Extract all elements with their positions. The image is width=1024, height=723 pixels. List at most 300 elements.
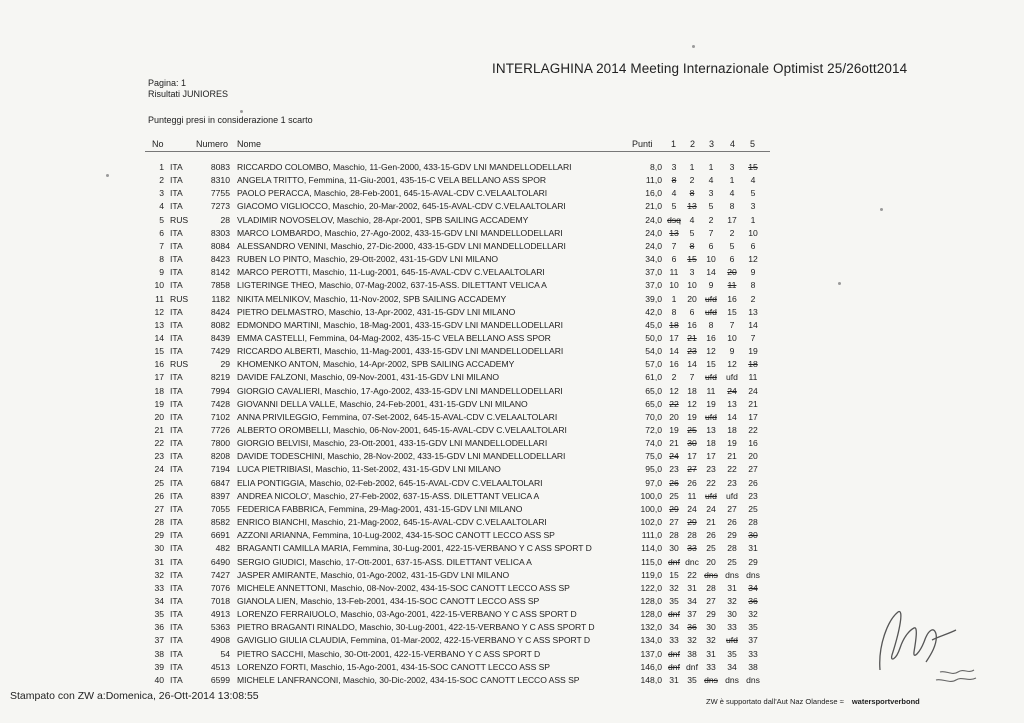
table-row: [0, 451, 1024, 462]
race-5-score: 8: [750, 280, 756, 291]
row-points: 100,0: [640, 503, 662, 514]
row-points: 37,0: [645, 267, 662, 278]
row-sail-number: 7994: [210, 385, 230, 396]
row-points: 102,0: [640, 517, 662, 528]
row-sail-number: 6490: [210, 556, 230, 567]
race-1-score: 17: [669, 332, 679, 343]
row-points: 122,0: [640, 582, 662, 593]
header-divider: [145, 151, 770, 152]
race-3-score: 27: [706, 595, 716, 606]
row-points: 8,0: [650, 162, 662, 172]
row-sailor-name: RUBEN LO PINTO, Maschio, 29-Ott-2002, 431-15-GDV LNI MILANO: [237, 254, 499, 265]
row-sailor-name: LUCA PIETRIBIASI, Maschio, 11-Set-2002, 431-15-GDV LNI MILANO: [237, 464, 501, 475]
row-points: 119,0: [641, 569, 662, 580]
race-2-score: 5: [689, 227, 695, 238]
results-label: Risultati JUNIORES: [148, 89, 229, 99]
race-3-score: 20: [706, 556, 716, 567]
row-nation: ITA: [170, 477, 183, 488]
brand-name: watersportverbond: [851, 697, 920, 706]
row-nation: ITA: [170, 595, 183, 606]
race-4-score: 22: [727, 464, 737, 475]
row-sailor-name: DAVIDE TODESCHINI, Maschio, 28-Nov-2002, 433-15-GDV LNI MANDELLODELLARI: [237, 451, 566, 462]
race-3-score: ufd: [705, 372, 717, 383]
row-sail-number: 8397: [210, 490, 230, 501]
row-nation: ITA: [170, 372, 183, 383]
row-sail-number: 8303: [210, 227, 230, 238]
race-5-score: 36: [748, 595, 758, 606]
row-points: 39,0: [645, 293, 662, 304]
row-sailor-name: MARCO LOMBARDO, Maschio, 27-Ago-2002, 433-15-GDV LNI MANDELLODELLARI: [237, 227, 563, 238]
race-5-score: 27: [748, 464, 758, 475]
signature-image: [870, 600, 980, 695]
race-5-score: 37: [748, 635, 758, 646]
row-sail-number: 7018: [210, 595, 230, 606]
row-sail-number: 7273: [210, 201, 230, 212]
row-sailor-name: ANGELA TRITTO, Femmina, 11-Giu-2001, 435-15-C VELA BELLANO ASS SPOR: [237, 175, 547, 186]
row-nation: ITA: [170, 411, 183, 422]
row-number: 5: [159, 214, 164, 225]
table-row: [0, 399, 1024, 410]
race-4-score: 27: [727, 503, 737, 514]
race-1-score: 13: [669, 227, 679, 238]
race-2-score: 11: [687, 490, 697, 501]
row-number: 9: [159, 267, 164, 278]
row-sail-number: 7726: [210, 425, 230, 435]
race-5-score: 12: [748, 254, 758, 265]
race-2-score: dnc: [685, 556, 699, 567]
race-1-score: 25: [669, 490, 679, 501]
race-3-score: 31: [706, 648, 716, 659]
row-sail-number: 8310: [210, 175, 230, 186]
race-2-score: 8: [689, 188, 695, 199]
race-2-score: 25: [687, 425, 697, 435]
race-2-score: 26: [687, 477, 697, 488]
header-race-3: 3: [709, 139, 715, 149]
row-number: 30: [154, 543, 164, 554]
race-3-score: 32: [706, 635, 716, 646]
race-4-score: 13: [727, 398, 737, 409]
race-3-score: 4: [708, 175, 714, 186]
row-sail-number: 28: [220, 214, 230, 225]
scan-speck: [692, 45, 695, 48]
row-sailor-name: PIETRO DELMASTRO, Maschio, 13-Apr-2002, 431-15-GDV LNI MILANO: [237, 306, 516, 317]
race-1-score: dnf: [668, 556, 680, 567]
row-sailor-name: ELIA PONTIGGIA, Maschio, 02-Feb-2002, 645-15-AVAL-CDV C.VELAALTOLARI: [237, 477, 543, 488]
race-1-score: 3: [671, 162, 677, 172]
race-3-score: 26: [706, 530, 716, 541]
race-2-score: 22: [687, 569, 697, 580]
row-sailor-name: ANNA PRIVILEGGIO, Femmina, 07-Set-2002, 645-15-AVAL-CDV C.VELAALTOLARI: [237, 411, 558, 422]
race-5-score: 32: [748, 609, 758, 620]
row-sailor-name: MARCO PEROTTI, Maschio, 11-Lug-2001, 645-15-AVAL-CDV C.VELAALTOLARI: [237, 267, 545, 278]
row-nation: ITA: [170, 438, 183, 449]
race-2-score: 15: [687, 254, 697, 265]
race-3-score: dns: [704, 569, 718, 580]
row-sailor-name: MICHELE ANNETTONI, Maschio, 08-Nov-2002, 434-15-SOC CANOTT LECCO ASS SP: [237, 582, 570, 593]
race-1-score: 31: [669, 674, 679, 685]
row-nation: ITA: [170, 569, 183, 580]
row-nation: ITA: [170, 517, 183, 528]
row-points: 11,0: [645, 175, 662, 186]
row-sail-number: 6847: [210, 477, 230, 488]
row-sail-number: 7102: [210, 411, 230, 422]
row-number: 2: [159, 175, 164, 186]
race-5-score: 4: [750, 175, 756, 186]
row-points: 24,0: [645, 214, 662, 225]
race-4-score: 2: [729, 227, 735, 238]
row-nation: ITA: [170, 503, 183, 514]
row-nation: ITA: [170, 622, 183, 633]
table-row: [0, 478, 1024, 489]
row-points: 148,0: [640, 674, 662, 685]
row-number: 40: [154, 674, 164, 685]
row-number: 1: [159, 162, 164, 172]
table-row: [0, 557, 1024, 568]
race-2-score: 24: [687, 503, 697, 514]
race-2-score: 13: [687, 201, 697, 212]
race-4-score: 19: [727, 438, 737, 449]
row-sailor-name: VLADIMIR NOVOSELOV, Maschio, 28-Apr-2001, SPB SAILING ACCADEMY: [237, 214, 529, 225]
race-3-score: ufd: [705, 306, 717, 317]
race-3-score: 19: [706, 398, 716, 409]
row-sail-number: 4513: [210, 661, 230, 672]
row-sail-number: 8423: [210, 254, 230, 265]
row-sail-number: 8082: [210, 319, 230, 330]
row-sailor-name: GIANOLA LIEN, Maschio, 13-Feb-2001, 434-15-SOC CANOTT LECCO ASS SP: [237, 595, 540, 606]
race-4-score: 20: [727, 267, 737, 278]
row-nation: ITA: [170, 609, 183, 620]
race-3-score: 14: [706, 267, 716, 278]
discard-note: Punteggi presi in considerazione 1 scarto: [148, 115, 313, 125]
row-points: 34,0: [645, 254, 662, 265]
support-note: [706, 697, 920, 706]
row-nation: ITA: [170, 556, 183, 567]
row-sailor-name: MICHELE LANFRANCONI, Maschio, 30-Dic-2002, 434-15-SOC CANOTT LECCO ASS SP: [237, 674, 580, 685]
race-3-score: 16: [706, 332, 716, 343]
row-points: 132,0: [640, 622, 662, 633]
row-number: 22: [154, 438, 164, 449]
row-number: 34: [154, 595, 164, 606]
row-sailor-name: ANDREA NICOLO', Maschio, 27-Feb-2002, 637-15-ASS. DILETTANT VELICA A: [237, 490, 540, 501]
row-points: 111,0: [641, 530, 662, 541]
header-race-1: 1: [671, 139, 677, 149]
race-1-score: 11: [669, 267, 679, 278]
row-number: 26: [154, 490, 164, 501]
row-sail-number: 7076: [210, 582, 230, 593]
row-points: 45,0: [645, 319, 662, 330]
race-4-score: ufd: [726, 372, 738, 383]
header-race-2: 2: [690, 139, 696, 149]
row-sail-number: 54: [220, 648, 230, 659]
row-sail-number: 8084: [210, 240, 230, 251]
race-2-score: 27: [687, 464, 697, 475]
race-3-score: ufd: [705, 411, 717, 422]
race-1-score: 4: [671, 188, 677, 199]
race-2-score: 31: [687, 582, 697, 593]
race-1-score: 26: [669, 477, 679, 488]
race-3-score: 5: [708, 201, 714, 212]
race-5-score: 2: [750, 293, 756, 304]
race-5-score: 21: [748, 398, 758, 409]
row-points: 50,0: [645, 332, 662, 343]
row-points: 37,0: [645, 280, 662, 291]
table-row: [0, 307, 1024, 318]
race-5-score: 6: [750, 240, 756, 251]
row-nation: ITA: [170, 188, 183, 199]
race-4-score: 12: [727, 359, 737, 370]
row-sailor-name: ALESSANDRO VENINI, Maschio, 27-Dic-2000, 433-15-GDV LNI MANDELLODELLARI: [237, 240, 566, 251]
race-4-score: 18: [727, 425, 737, 435]
row-points: 24,0: [645, 227, 662, 238]
table-row: [0, 359, 1024, 370]
race-5-score: 34: [748, 582, 758, 593]
race-5-score: 25: [748, 503, 758, 514]
race-1-score: 6: [671, 254, 677, 265]
row-sailor-name: PIETRO BRAGANTI RINALDO, Maschio, 30-Lug-2001, 422-15-VERBANO Y C ASS SPORT D: [237, 622, 595, 633]
row-nation: ITA: [170, 490, 183, 501]
table-row: [0, 294, 1024, 305]
race-5-score: 7: [750, 332, 756, 343]
row-points: 72,0: [645, 425, 662, 435]
race-5-score: 30: [748, 530, 758, 541]
race-3-score: 18: [706, 438, 716, 449]
row-number: 21: [154, 425, 164, 435]
row-sail-number: 7194: [210, 464, 230, 475]
row-points: 146,0: [640, 661, 662, 672]
race-3-score: 1: [708, 162, 714, 172]
race-4-score: 5: [729, 240, 735, 251]
row-nation: RUS: [170, 359, 189, 370]
scan-speck: [838, 282, 841, 285]
row-sail-number: 4913: [210, 609, 230, 620]
race-5-score: 17: [748, 411, 758, 422]
table-row: [0, 346, 1024, 357]
row-sail-number: 29: [220, 359, 230, 370]
scan-speck: [880, 208, 883, 211]
race-4-score: 8: [729, 201, 735, 212]
race-4-score: 32: [727, 595, 737, 606]
row-points: 134,0: [640, 635, 662, 646]
table-row: [0, 438, 1024, 449]
race-3-score: 29: [706, 609, 716, 620]
row-points: 137,0: [640, 648, 662, 659]
race-4-score: 33: [727, 622, 737, 633]
race-5-score: 5: [750, 188, 756, 199]
row-nation: ITA: [170, 674, 183, 685]
race-5-score: 35: [748, 622, 758, 633]
race-5-score: 14: [748, 319, 758, 330]
race-3-score: ufd: [705, 293, 717, 304]
race-5-score: 16: [748, 438, 758, 449]
row-sail-number: 1182: [211, 293, 230, 304]
row-nation: ITA: [170, 162, 183, 172]
race-3-score: 13: [706, 425, 716, 435]
row-number: 35: [154, 609, 164, 620]
row-sailor-name: GIACOMO VIGLIOCCO, Maschio, 20-Mar-2002, 645-15-AVAL-CDV C.VELAALTOLARI: [237, 201, 566, 212]
scan-speck: [240, 110, 243, 113]
row-nation: ITA: [170, 464, 183, 475]
race-2-score: 23: [687, 346, 697, 357]
row-sail-number: 8439: [210, 332, 230, 343]
row-sailor-name: JASPER AMIRANTE, Maschio, 01-Ago-2002, 431-15-GDV LNI MILANO: [237, 569, 510, 580]
race-4-score: 25: [727, 556, 737, 567]
row-nation: ITA: [170, 648, 183, 659]
race-5-score: 9: [750, 267, 756, 278]
race-5-score: 23: [748, 490, 758, 501]
race-2-score: 34: [687, 595, 697, 606]
table-row: [0, 162, 1024, 173]
race-4-score: 24: [727, 385, 737, 396]
race-2-score: 33: [687, 543, 697, 554]
row-nation: ITA: [170, 530, 183, 541]
race-5-score: 11: [748, 372, 758, 383]
race-3-score: dns: [704, 674, 718, 685]
row-points: 100,0: [640, 490, 662, 501]
row-number: 25: [154, 477, 164, 488]
race-1-score: 20: [669, 411, 679, 422]
race-3-score: 12: [706, 346, 716, 357]
race-4-score: 15: [727, 306, 737, 317]
race-4-score: 28: [727, 543, 737, 554]
race-3-score: 10: [706, 254, 716, 265]
race-5-score: 13: [748, 306, 758, 317]
race-5-score: 1: [750, 214, 756, 225]
row-sailor-name: GIOVANNI DELLA VALLE, Maschio, 24-Feb-2001, 431-15-GDV LNI MILANO: [237, 398, 528, 409]
race-2-score: 30: [687, 438, 697, 449]
race-4-score: 30: [727, 609, 737, 620]
row-points: 57,0: [645, 359, 662, 370]
row-number: 37: [154, 635, 164, 646]
row-number: 18: [154, 385, 164, 396]
race-2-score: 32: [687, 635, 697, 646]
race-5-score: 10: [748, 227, 758, 238]
row-points: 16,0: [645, 188, 662, 199]
row-number: 4: [159, 201, 164, 212]
race-5-score: 29: [748, 556, 758, 567]
waves-icon: ≈: [839, 697, 844, 706]
race-1-score: 16: [669, 359, 679, 370]
row-number: 39: [154, 661, 164, 672]
row-nation: RUS: [170, 214, 189, 225]
race-2-score: 8: [689, 240, 695, 251]
document-title: INTERLAGHINA 2014 Meeting Internazionale Optimist 25/26ott2014: [492, 61, 908, 76]
race-2-score: 7: [689, 372, 695, 383]
row-sail-number: 482: [215, 543, 230, 554]
row-nation: ITA: [170, 582, 183, 593]
row-number: 20: [154, 411, 164, 422]
race-2-score: 35: [687, 674, 697, 685]
header-race-5: 5: [750, 139, 756, 149]
row-nation: RUS: [170, 293, 189, 304]
race-4-score: dns: [725, 569, 739, 580]
row-points: 74,0: [645, 438, 662, 449]
race-1-score: 1: [671, 293, 677, 304]
row-number: 3: [159, 188, 164, 199]
row-nation: ITA: [170, 661, 183, 672]
row-number: 23: [154, 451, 164, 462]
row-sail-number: 6599: [210, 674, 230, 685]
race-3-score: 23: [706, 464, 716, 475]
table-row: [0, 412, 1024, 423]
race-5-score: 3: [750, 201, 756, 212]
race-1-score: 28: [669, 530, 679, 541]
table-row: [0, 241, 1024, 252]
table-row: [0, 570, 1024, 581]
race-2-score: 16: [687, 319, 697, 330]
row-points: 128,0: [640, 595, 662, 606]
race-2-score: 28: [687, 530, 697, 541]
race-1-score: dsq: [667, 214, 681, 225]
row-nation: ITA: [170, 451, 183, 462]
race-4-score: 10: [727, 332, 737, 343]
row-number: 17: [154, 372, 164, 383]
race-3-score: 6: [708, 240, 714, 251]
race-4-score: ufd: [726, 635, 738, 646]
row-sailor-name: EMMA CASTELLI, Femmina, 04-Mag-2002, 435-15-C VELA BELLANO ASS SPOR: [237, 332, 551, 343]
table-row: [0, 188, 1024, 199]
row-number: 27: [154, 503, 164, 514]
table-row: [0, 320, 1024, 331]
row-number: 32: [154, 569, 164, 580]
race-5-score: 15: [748, 162, 758, 172]
race-4-score: 31: [727, 582, 737, 593]
row-nation: ITA: [170, 346, 183, 357]
table-row: [0, 583, 1024, 594]
row-sailor-name: RICCARDO COLOMBO, Maschio, 11-Gen-2000, 433-15-GDV LNI MANDELLODELLARI: [237, 162, 572, 172]
row-sail-number: 8424: [210, 306, 230, 317]
race-1-score: 2: [671, 372, 677, 383]
row-nation: ITA: [170, 635, 183, 646]
race-4-score: 11: [727, 280, 737, 291]
row-nation: ITA: [170, 201, 183, 212]
race-4-score: 16: [727, 293, 737, 304]
row-points: 95,0: [645, 464, 662, 475]
row-nation: ITA: [170, 332, 183, 343]
race-1-score: 34: [669, 622, 679, 633]
table-row: [0, 333, 1024, 344]
row-sailor-name: LORENZO FORTI, Maschio, 15-Ago-2001, 434-15-SOC CANOTT LECCO ASS SP: [237, 661, 550, 672]
race-3-score: 8: [708, 319, 714, 330]
row-sailor-name: RICCARDO ALBERTI, Maschio, 11-Mag-2001, 433-15-GDV LNI MANDELLODELLARI: [237, 346, 564, 357]
row-sailor-name: FEDERICA FABBRICA, Femmina, 29-Mag-2001, 431-15-GDV LNI MILANO: [237, 503, 523, 514]
race-4-score: 29: [727, 530, 737, 541]
race-3-score: 21: [706, 517, 716, 528]
row-points: 54,0: [645, 346, 662, 357]
race-5-score: 20: [748, 451, 758, 462]
page-label: Pagina: 1: [148, 78, 187, 88]
race-3-score: 3: [708, 188, 714, 199]
race-2-score: 3: [689, 267, 695, 278]
race-2-score: 4: [689, 214, 695, 225]
race-1-score: 32: [669, 582, 679, 593]
race-1-score: 22: [669, 398, 679, 409]
row-number: 24: [154, 464, 164, 475]
table-row: [0, 464, 1024, 475]
row-number: 29: [154, 530, 164, 541]
row-sailor-name: GIORGIO BELVISI, Maschio, 23-Ott-2001, 433-15-GDV LNI MANDELLODELLARI: [237, 438, 548, 449]
race-5-score: 28: [748, 517, 758, 528]
race-5-score: 26: [748, 477, 758, 488]
row-sailor-name: NIKITA MELNIKOV, Maschio, 11-Nov-2002, SPB SAILING ACCADEMY: [237, 293, 507, 304]
race-4-score: 21: [727, 451, 737, 462]
row-number: 15: [154, 346, 164, 357]
race-5-score: dns: [746, 674, 760, 685]
row-nation: ITA: [170, 543, 183, 554]
row-nation: ITA: [170, 385, 183, 396]
row-sailor-name: BRAGANTI CAMILLA MARIA, Femmina, 30-Lug-2001, 422-15-VERBANO Y C ASS SPORT D: [237, 543, 592, 554]
race-2-score: 21: [687, 332, 697, 343]
race-5-score: 18: [748, 359, 758, 370]
